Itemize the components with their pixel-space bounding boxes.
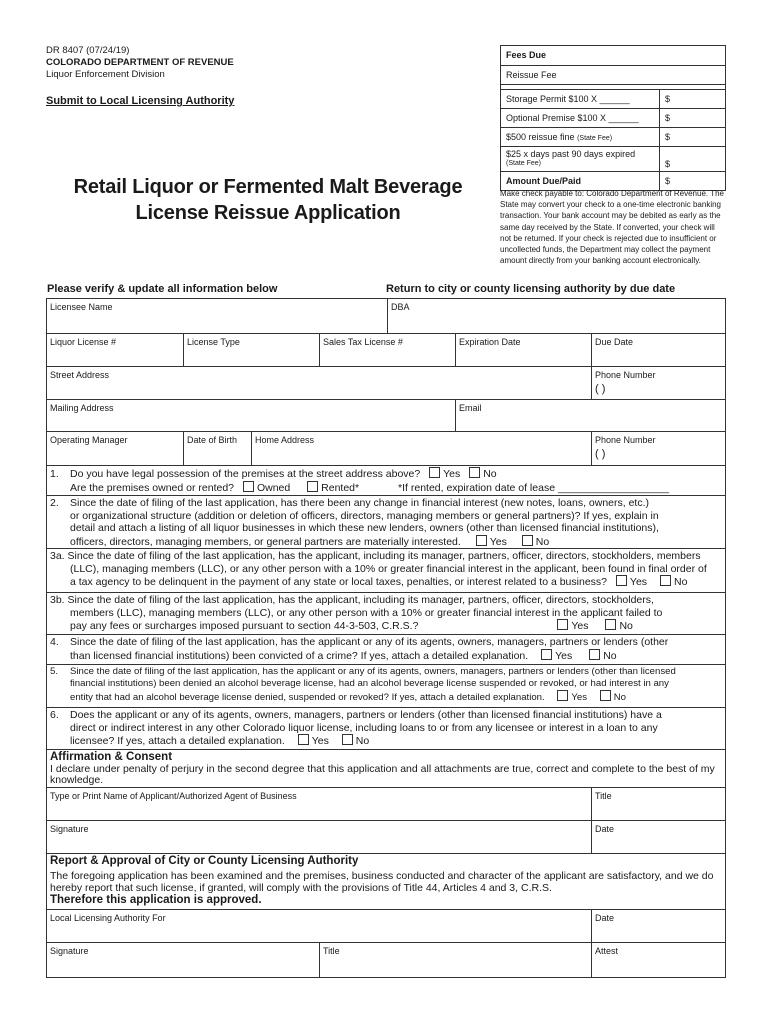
question-4-yes[interactable]: Yes — [541, 650, 572, 662]
license-type-field[interactable] — [183, 334, 319, 366]
question-3a-yes[interactable]: Yes — [616, 576, 647, 588]
phone-number-field[interactable] — [591, 367, 725, 399]
return-instruction: Return to city or county licensing authority by due date — [386, 283, 676, 295]
authority-signature-field[interactable] — [47, 943, 319, 977]
authority-signature-label: Signature — [50, 946, 89, 956]
phone-number-label: Phone Number — [595, 370, 656, 380]
liquor-license-field[interactable] — [47, 334, 183, 366]
checkbox-icon[interactable] — [429, 467, 440, 478]
approval-title: Report & Approval of City or County Licensing Authority — [50, 855, 359, 867]
phone-area-code: ( ) — [595, 383, 606, 395]
question-6-yes[interactable]: Yes — [298, 735, 329, 747]
operating-manager-field[interactable] — [47, 432, 183, 465]
question-5-no[interactable]: No — [600, 692, 626, 703]
affirmation-text: I declare under penalty of perjury in the second degree that this application and all attachments are true, correct and complete to the best of my knowledge. — [50, 762, 715, 787]
affirmation-grid — [46, 788, 726, 854]
dba-label: DBA — [391, 302, 410, 312]
check-payable-note: Make check payable to: Colorado Department of Revenue. The State may convert your check to a one-time electronic banking transaction. Your bank account may be debited as early as the same day received by the State. If converted, your check will not be returned. If your check is rejected due to insufficient or uncollected funds, the Department may collect the payment amount directly from your banking account electronically. — [500, 189, 724, 266]
affirmation-title: Affirmation & Consent — [50, 751, 173, 763]
amount-due-label: Amount Due/Paid — [506, 176, 582, 186]
owned-option[interactable]: Owned — [243, 482, 290, 494]
optional-premise-amount[interactable]: $ — [659, 109, 725, 127]
form-title — [48, 174, 488, 226]
checkbox-icon[interactable] — [605, 619, 616, 630]
question-4-no[interactable]: No — [589, 650, 616, 662]
question-1-yes[interactable]: Yes — [429, 468, 460, 480]
storage-permit-label: Storage Permit $100 X ______ — [506, 94, 630, 104]
checkbox-icon[interactable] — [589, 649, 600, 660]
question-1-number: 1. — [50, 468, 59, 480]
license-type-label: License Type — [187, 337, 240, 347]
date-of-birth-field[interactable] — [183, 432, 251, 465]
fees-title-row — [501, 46, 725, 65]
due-date-label: Due Date — [595, 337, 634, 347]
manager-phone-label: Phone Number — [595, 435, 656, 445]
storage-permit-row[interactable] — [501, 89, 725, 108]
checkbox-icon[interactable] — [522, 535, 533, 546]
checkbox-icon[interactable] — [557, 619, 568, 630]
checkbox-icon[interactable] — [469, 467, 480, 478]
dba-field[interactable] — [387, 299, 725, 333]
rented-option[interactable]: Rented* — [307, 482, 359, 494]
reissue-fine-amount[interactable]: $ — [659, 128, 725, 146]
date-of-birth-label: Date of Birth — [187, 435, 238, 445]
reissue-fine-row[interactable] — [501, 127, 725, 146]
approval-statement: Therefore this application is approved. — [50, 893, 262, 906]
mailing-address-label: Mailing Address — [50, 403, 114, 413]
submit-to-label: Submit to Local Licensing Authority — [46, 95, 235, 107]
sales-tax-field[interactable] — [319, 334, 455, 366]
question-2-number: 2. — [50, 497, 59, 509]
applicant-name-label: Type or Print Name of Applicant/Authorized Agent of Business — [50, 791, 297, 801]
days-past-label: $25 x days past 90 days expired — [506, 149, 636, 159]
department-name: COLORADO DEPARTMENT OF REVENUE — [46, 57, 234, 68]
days-past-row[interactable] — [501, 146, 725, 171]
verify-instruction: Please verify & update all information below — [47, 283, 278, 295]
form-title-line2: License Reissue Application — [135, 202, 401, 224]
email-label: Email — [459, 403, 482, 413]
optional-premise-row[interactable] — [501, 108, 725, 127]
authority-title-field[interactable] — [319, 943, 591, 977]
checkbox-icon[interactable] — [557, 690, 568, 701]
amount-due-amount[interactable]: $ — [659, 172, 725, 190]
manager-phone-field[interactable] — [591, 432, 725, 465]
question-4-number: 4. — [50, 636, 59, 648]
attest-label: Attest — [595, 946, 619, 956]
checkbox-icon[interactable] — [476, 535, 487, 546]
question-3b-no[interactable]: No — [605, 620, 632, 632]
question-3b-yes[interactable]: Yes — [557, 620, 588, 632]
operating-manager-label: Operating Manager — [50, 435, 128, 445]
checkbox-icon[interactable] — [600, 690, 611, 701]
days-past-amount[interactable]: $ — [659, 147, 725, 171]
liquor-license-label: Liquor License # — [50, 337, 117, 347]
question-1b-text: Are the premises owned or rented? — [70, 481, 235, 494]
lease-expiration-note: *If rented, expiration date of lease ___________________ — [398, 481, 669, 494]
form-header — [46, 45, 234, 81]
checkbox-icon[interactable] — [243, 481, 254, 492]
form-title-line1: Retail Liquor or Fermented Malt Beverage — [73, 176, 463, 198]
question-3a-no[interactable]: No — [660, 576, 687, 588]
licensing-authority-label: Local Licensing Authority For — [50, 913, 166, 923]
reissue-fine-note: (State Fee) — [577, 135, 613, 142]
licensee-info-grid — [46, 298, 726, 466]
days-past-note: (State Fee) — [506, 160, 542, 167]
sales-tax-label: Sales Tax License # — [323, 337, 403, 347]
reissue-fee-label: Reissue Fee — [506, 70, 557, 80]
approval-section — [46, 854, 726, 910]
checkbox-icon[interactable] — [342, 734, 353, 745]
home-address-field[interactable] — [251, 432, 591, 465]
applicant-signature-field[interactable] — [47, 821, 591, 853]
approval-text: The foregoing application has been examined and the premises, business conducted and character of the applicant are satisfactory, and we do hereby report that such license, if granted, will comply with the provisions of Title 44, Articles 4 and 3, C.R.S. — [50, 869, 714, 894]
approval-date-field[interactable] — [591, 910, 725, 942]
email-field[interactable] — [455, 400, 725, 431]
checkbox-icon[interactable] — [541, 649, 552, 660]
manager-phone-area-code: ( ) — [595, 448, 606, 460]
street-address-label: Street Address — [50, 370, 110, 380]
question-2-no[interactable]: No — [522, 536, 549, 548]
optional-premise-label: Optional Premise $100 X ______ — [506, 113, 639, 123]
affirmation-section — [46, 750, 726, 788]
question-6-no[interactable]: No — [342, 735, 369, 747]
checkbox-icon[interactable] — [307, 481, 318, 492]
mailing-address-field[interactable] — [47, 400, 455, 431]
authority-title-label: Title — [323, 946, 340, 956]
fees-table — [500, 45, 726, 191]
question-2: 2. Since the date of filing of the last application, has there been any change in financial interest (new notes, loans, owners, etc.) or organizational structure (addition or deletion of officers, directors, managing members or general partners)? If yes, explain in detail and attach a listing of all liquor businesses in which these new lenders, owners (other than licensed financial institutions), officers, directors, managing members, or general partners are materially interested. Yes No — [46, 496, 726, 549]
reissue-fine-label: $500 reissue fine — [506, 132, 575, 142]
form-number: DR 8407 (07/24/19) — [46, 45, 130, 56]
applicant-signature-label: Signature — [50, 824, 89, 834]
applicant-name-field[interactable] — [47, 788, 591, 820]
checkbox-icon[interactable] — [660, 575, 671, 586]
home-address-label: Home Address — [255, 435, 315, 445]
question-1-text: Do you have legal possession of the premises at the street address above? — [70, 468, 421, 480]
expiration-date-field[interactable] — [455, 334, 591, 366]
question-2-yes[interactable]: Yes — [476, 536, 507, 548]
question-3a: 3a. Since the date of filing of the last application, has the applicant, including its manager, partners, officer, directors, stockholders, members (LLC), managing members (LLC), or any other person with a 10% or greater financial interest in the applicant, been found in final order of a tax agency to be delinquent in the payment of any state or local taxes, penalties, or interest related to a business? Yes No — [46, 549, 726, 593]
question-6-number: 6. — [50, 709, 59, 721]
question-5: 5. Since the date of filing of the last application, has the applicant or any of its agents, owners, managers, partners or lenders (other than licensed financial institutions) been denied an alcohol beverage license, had an alcohol beverage license suspended or revoked, or had interest in any entity that had an alcohol beverage license denied, suspended or revoked? If yes, attach a detailed explanation. Yes No — [46, 665, 726, 708]
question-3b: 3b. Since the date of filing of the last application, has the applicant, including its manager, partners, officer, directors, stockholders, members (LLC), managing members (LLC), or any other person with a 10% or greater financial interest in the applicant failed to pay any fees or surcharges imposed pursuant to section 44-3-503, C.R.S.? Yes No — [46, 593, 726, 635]
applicant-title-field[interactable] — [591, 788, 725, 820]
applicant-title-label: Title — [595, 791, 612, 801]
question-6: 6. Does the applicant or any of its agents, owners, managers, partners or lenders (other than licensed financial institutions) have a direct or indirect interest in any other Colorado liquor license, including loans to or from any licensee or interest in a loan to any licensee? If yes, attach a detailed explanation. Yes No — [46, 708, 726, 750]
question-4: 4. Since the date of filing of the last application, has the applicant or any of its agents, owners, managers, partners or lenders (other than licensed financial institutions) been convicted of a crime? If yes, attach a detailed explanation. Yes No — [46, 635, 726, 665]
attest-field[interactable] — [591, 943, 725, 977]
division-name: Liquor Enforcement Division — [46, 69, 165, 80]
checkbox-icon[interactable] — [298, 734, 309, 745]
question-1-no[interactable]: No — [469, 468, 496, 480]
approval-grid — [46, 910, 726, 978]
licensing-authority-field[interactable] — [47, 910, 591, 942]
question-3b-number: 3b. — [50, 594, 65, 606]
applicant-date-label: Date — [595, 824, 615, 834]
licensee-name-label: Licensee Name — [50, 302, 113, 312]
street-address-field[interactable] — [47, 367, 591, 399]
reissue-fee-row — [501, 65, 725, 84]
storage-permit-amount[interactable]: $ — [659, 90, 725, 108]
approval-date-label: Date — [595, 913, 615, 923]
fees-title: Fees Due — [506, 50, 547, 60]
question-5-number: 5. — [50, 666, 59, 677]
question-5-yes[interactable]: Yes — [557, 692, 587, 703]
applicant-date-field[interactable] — [591, 821, 725, 853]
expiration-date-label: Expiration Date — [459, 337, 521, 347]
licensee-name-field[interactable] — [47, 299, 387, 333]
checkbox-icon[interactable] — [616, 575, 627, 586]
question-1 — [46, 465, 726, 496]
question-3a-number: 3a. — [50, 550, 65, 562]
due-date-field[interactable] — [591, 334, 725, 366]
